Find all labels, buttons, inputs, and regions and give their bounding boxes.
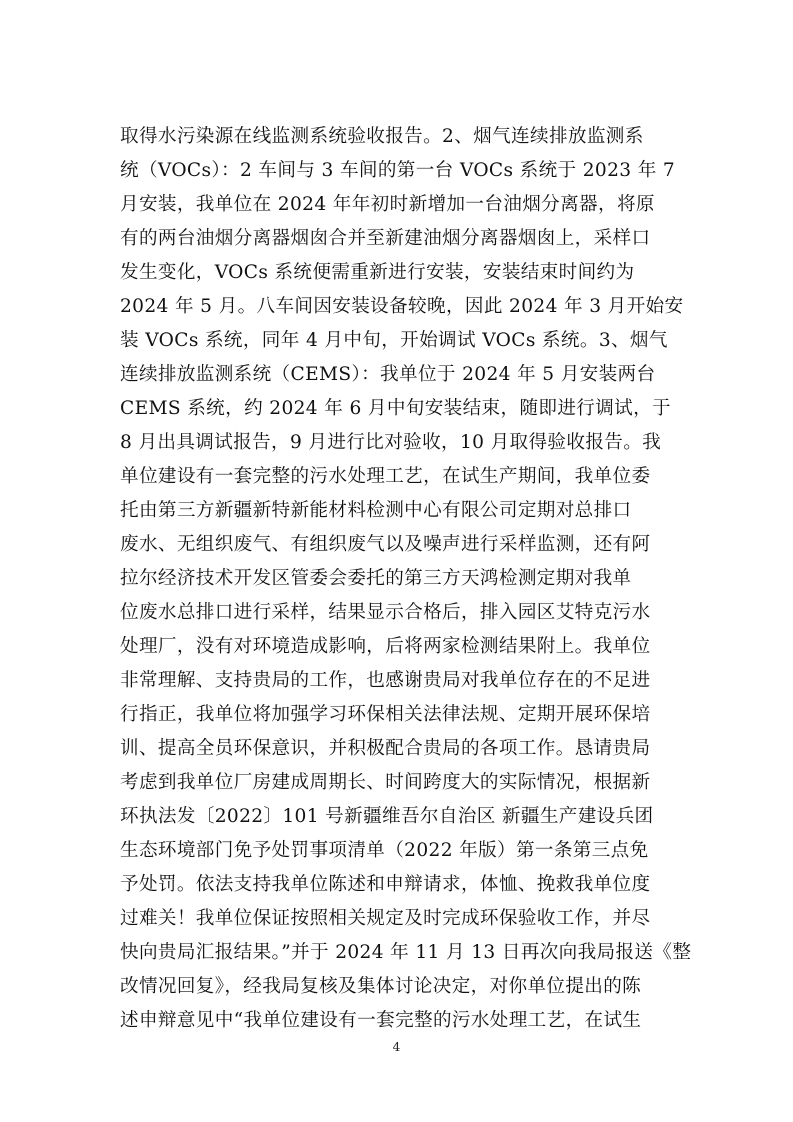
text-line: 改情况回复》，经我局复核及集体讨论决定，对你单位提出的陈 [120,976,642,997]
text-line: 8 月出具调试报告，9 月进行比对验收，10 月取得验收报告。我 [120,432,662,453]
text-line: CEMS 系统，约 2024 年 6 月中旬安装结束，随即进行调试，于 [120,398,671,419]
text-line: 单位建设有一套完整的污水处理工艺，在试生产期间，我单位委 [120,466,651,487]
text-line: 位废水总排口进行采样，结果显示合格后，排入园区艾特克污水 [120,602,651,623]
text-line: 非常理解、支持贵局的工作，也感谢贵局对我单位存在的不足进 [120,670,651,691]
text-line: 取得水污染源在线监测系统验收报告。2、烟气连续排放监测系 [120,126,644,147]
text-line: 装 VOCs 系统，同年 4 月中旬，开始调试 VOCs 系统。3、烟气 [120,330,668,351]
text-line: 2024 年 5 月。八车间因安装设备较晚，因此 2024 年 3 月开始安 [120,296,684,317]
text-line: 行指正，我单位将加强学习环保相关法律法规、定期开展环保培 [120,704,651,725]
text-line: 考虑到我单位厂房建成周期长、时间跨度大的实际情况，根据新 [120,772,651,793]
text-line: 过难关！我单位保证按照相关规定及时完成环保验收工作，并尽 [120,908,651,929]
text-line: 发生变化，VOCs 系统便需重新进行安装，安装结束时间约为 [120,262,635,283]
text-line: 连续排放监测系统（CEMS）：我单位于 2024 年 5 月安装两台 [120,364,656,385]
text-line: 有的两台油烟分离器烟囱合并至新建油烟分离器烟囱上，采样口 [120,228,651,249]
text-line: 处理厂，没有对环境造成影响，后将两家检测结果附上。我单位 [120,636,651,657]
text-line: 述申辩意见中“我单位建设有一套完整的污水处理工艺，在试生 [120,1010,642,1031]
text-line: 训、提高全员环保意识，并积极配合贵局的各项工作。恳请贵局 [120,738,651,759]
text-line: 快向贵局汇报结果。”并于 2024 年 11 月 13 日再次向我局报送《整 [120,942,692,963]
text-line: 月安装，我单位在 2024 年年初时新增加一台油烟分离器，将原 [120,194,655,215]
text-line: 予处罚。依法支持我单位陈述和申辩请求，体恤、挽救我单位度 [120,874,651,895]
text-line: 生态环境部门免予处罚事项清单（2022 年版）第一条第三点免 [120,840,649,861]
text-line: 废水、无组织废气、有组织废气以及噪声进行采样监测，还有阿 [120,534,651,555]
text-line: 拉尔经济技术开发区管委会委托的第三方天鸿检测定期对我单 [120,568,632,589]
text-line: 托由第三方新疆新特新能材料检测中心有限公司定期对总排口 [120,500,632,521]
text-line: 统（VOCs）：2 车间与 3 车间的第一台 VOCs 系统于 2023 年 7 [120,160,676,181]
text-line: 环执法发〔2022〕101 号新疆维吾尔自治区 新疆生产建设兵团 [120,806,654,827]
page-number: 4 [392,1040,401,1054]
